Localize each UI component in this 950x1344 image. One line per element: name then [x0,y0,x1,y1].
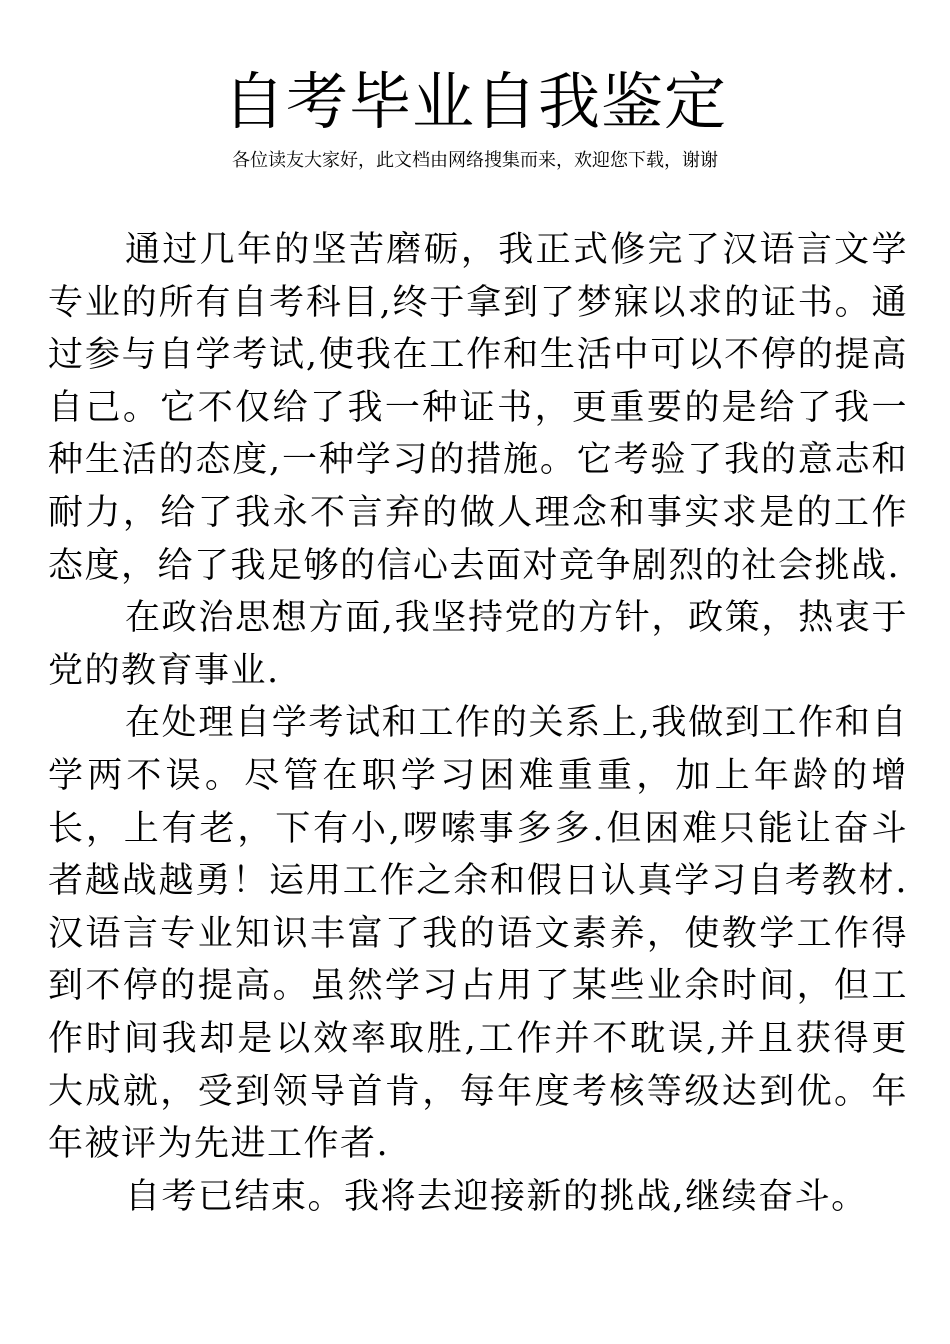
paragraph: 在政治思想方面,我坚持党的方针，政策，热衷于党的教育事业. [48,598,908,691]
document-title: 自考毕业自我鉴定 [222,65,727,138]
paragraph: 在处理自学考试和工作的关系上,我做到工作和自学两不误。尽管在职学习困难重重，加上年龄的增长，上有老，下有小,啰嗦事多多.但困难只能让奋斗者越战越勇！运用工作之余和假日认真学习自考教材.汉语言专业知识丰富了我的语文素养，使教学工作得到不停的提高。虽然学习占用了某些业余时间，但工作时间我却是以效率取胜,工作并不耽误,并且获得更大成就，受到领导首肯，每年度考核等级达到优。年年被评为先进工作者. [48,703,908,1165]
paragraph: 自考已结束。我将去迎接新的挑战,继续奋斗。 [125,1176,868,1217]
paragraph: 通过几年的坚苦磨砺，我正式修完了汉语言文学专业的所有自考科目,终于拿到了梦寐以求的证书。通过参与自学考试,使我在工作和生活中可以不停的提高自己。它不仅给了我一种证书，更重要的是给了我一种生活的态度,一种学习的措施。它考验了我的意志和耐力，给了我永不言弃的做人理念和事实求是的工作态度，给了我足够的信心去面对竞争剧烈的社会挑战. [48,230,908,586]
document-body [48,224,908,1223]
document-subtitle: 各位读友大家好，此文档由网络搜集而来，欢迎您下载，谢谢 [232,150,718,171]
